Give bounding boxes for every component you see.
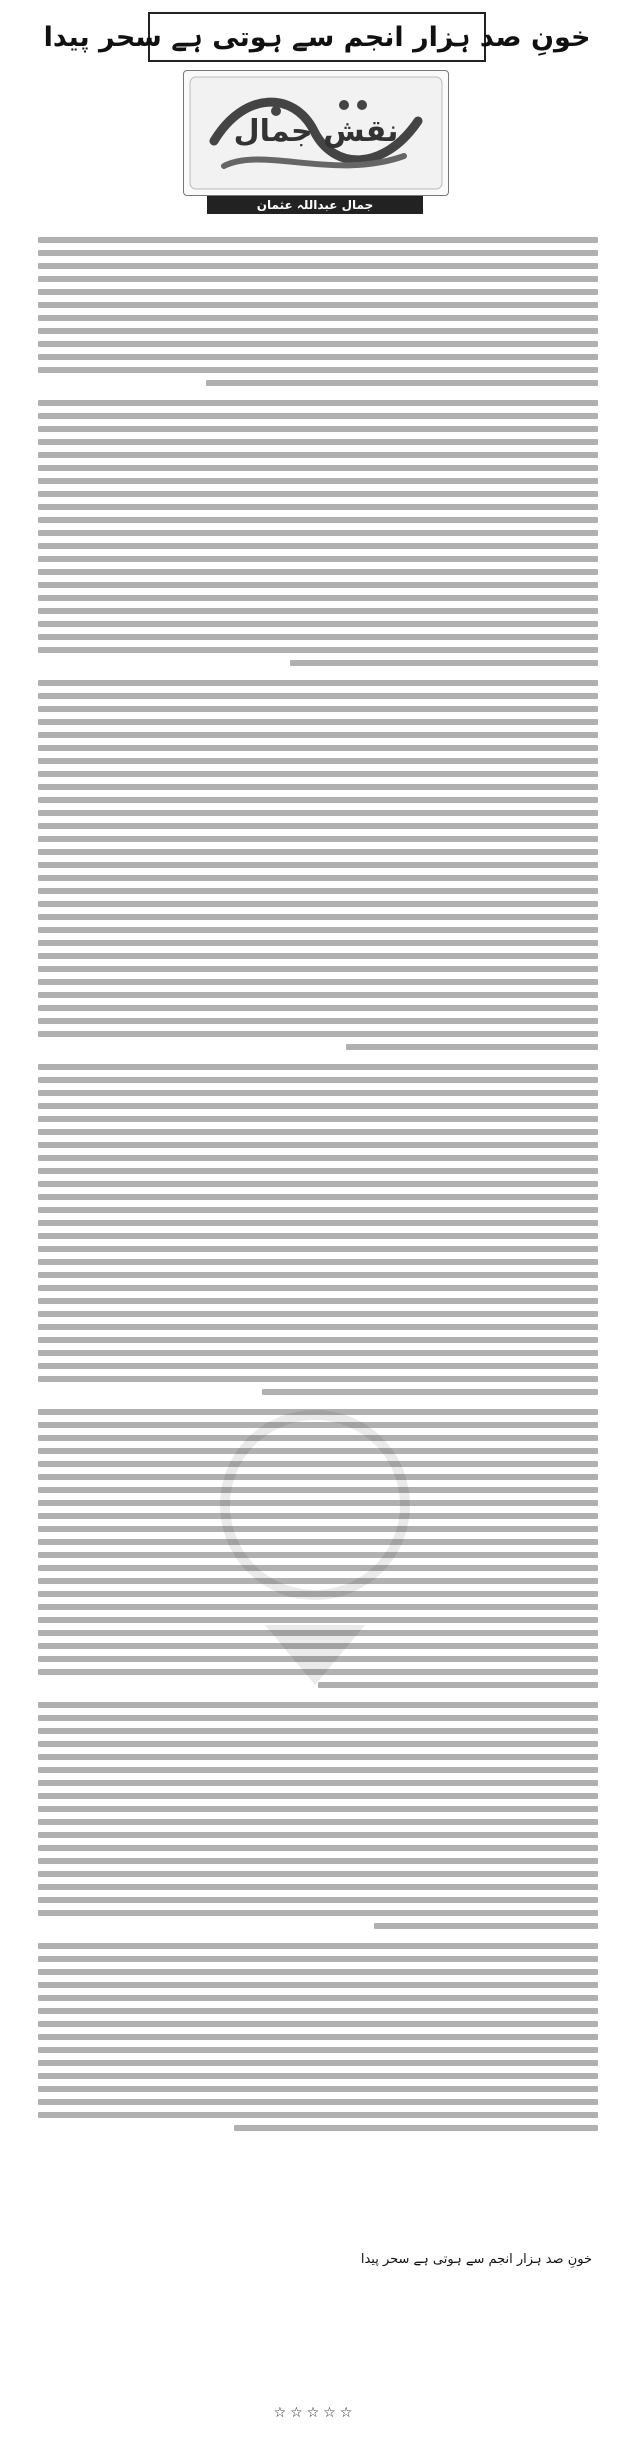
article-body xyxy=(38,230,598,2145)
text-line xyxy=(38,1832,598,1838)
text-line xyxy=(38,1311,598,1317)
text-line xyxy=(38,1669,598,1675)
text-line xyxy=(38,1155,598,1161)
text-line xyxy=(38,413,598,419)
text-line xyxy=(38,1500,598,1506)
text-line xyxy=(38,823,598,829)
text-line xyxy=(38,1168,598,1174)
text-line xyxy=(38,608,598,614)
text-line xyxy=(318,1682,598,1688)
text-line xyxy=(38,452,598,458)
text-line xyxy=(38,1819,598,1825)
text-line xyxy=(38,1298,598,1304)
text-line xyxy=(38,1018,598,1024)
masthead-logo-graphic xyxy=(184,71,448,195)
text-line xyxy=(38,2060,598,2066)
headline-box xyxy=(43,12,591,62)
text-line xyxy=(38,595,598,601)
text-line xyxy=(38,940,598,946)
text-line xyxy=(38,426,598,432)
text-line xyxy=(262,1389,598,1395)
article-paragraph-2 xyxy=(38,400,598,666)
text-line xyxy=(38,582,598,588)
text-line xyxy=(38,1884,598,1890)
text-line xyxy=(38,1858,598,1864)
text-line xyxy=(38,556,598,562)
text-line xyxy=(38,953,598,959)
text-line xyxy=(38,1142,598,1148)
text-line xyxy=(38,2086,598,2092)
text-line xyxy=(38,1220,598,1226)
text-line xyxy=(38,862,598,868)
text-line xyxy=(38,1956,598,1962)
text-line xyxy=(38,647,598,653)
text-line xyxy=(38,2034,598,2040)
text-line xyxy=(38,1539,598,1545)
text-line xyxy=(38,1272,598,1278)
text-line xyxy=(38,315,598,321)
text-line xyxy=(38,2047,598,2053)
text-line xyxy=(38,810,598,816)
text-line xyxy=(38,979,598,985)
text-line xyxy=(38,1630,598,1636)
text-line xyxy=(38,758,598,764)
text-line xyxy=(38,1461,598,1467)
masthead-logo-text: نقش جمال xyxy=(233,114,399,149)
text-line xyxy=(38,1780,598,1786)
article-paragraph-5 xyxy=(38,1409,598,1688)
text-line xyxy=(38,1077,598,1083)
text-line xyxy=(38,1324,598,1330)
text-line xyxy=(38,1617,598,1623)
text-line xyxy=(38,966,598,972)
text-line xyxy=(38,1031,598,1037)
text-line xyxy=(38,1897,598,1903)
text-line xyxy=(38,797,598,803)
text-line xyxy=(38,1656,598,1662)
text-line xyxy=(38,1103,598,1109)
text-line xyxy=(38,400,598,406)
text-line xyxy=(38,1767,598,1773)
text-line xyxy=(38,836,598,842)
text-line xyxy=(38,706,598,712)
text-line xyxy=(38,1728,598,1734)
text-line xyxy=(38,569,598,575)
text-line xyxy=(38,2112,598,2118)
text-line xyxy=(38,1207,598,1213)
text-line xyxy=(38,1995,598,2001)
text-line xyxy=(38,1129,598,1135)
text-line xyxy=(38,2099,598,2105)
article-paragraph-6 xyxy=(38,1702,598,1929)
text-line xyxy=(38,621,598,627)
text-line xyxy=(374,1923,598,1929)
text-line xyxy=(38,634,598,640)
text-line xyxy=(38,1591,598,1597)
text-line xyxy=(38,1969,598,1975)
text-line xyxy=(38,992,598,998)
text-line xyxy=(38,2073,598,2079)
text-line xyxy=(38,1246,598,1252)
text-line xyxy=(38,1793,598,1799)
text-line xyxy=(38,1845,598,1851)
text-line xyxy=(38,745,598,751)
article-paragraph-1 xyxy=(38,237,598,386)
column-masthead xyxy=(183,70,449,196)
text-line xyxy=(38,465,598,471)
text-line xyxy=(38,1194,598,1200)
text-line xyxy=(38,1363,598,1369)
text-line xyxy=(38,517,598,523)
text-line xyxy=(38,367,598,373)
text-line xyxy=(38,1741,598,1747)
text-line xyxy=(38,719,598,725)
text-line xyxy=(206,380,598,386)
text-line xyxy=(38,439,598,445)
text-line xyxy=(38,1474,598,1480)
article-paragraph-3 xyxy=(38,680,598,1050)
text-line xyxy=(38,354,598,360)
text-line xyxy=(38,1982,598,1988)
footer-stars: ☆☆☆☆☆ xyxy=(273,2405,357,2421)
text-line xyxy=(38,543,598,549)
text-line xyxy=(38,328,598,334)
text-line xyxy=(38,302,598,308)
text-line xyxy=(38,784,598,790)
text-line xyxy=(38,1350,598,1356)
byline-text: جمال عبداللہ عثمان xyxy=(256,198,374,212)
text-line xyxy=(38,250,598,256)
byline xyxy=(207,196,423,214)
text-line xyxy=(38,1806,598,1812)
text-line xyxy=(38,1604,598,1610)
text-line xyxy=(38,1552,598,1558)
text-line xyxy=(38,1943,598,1949)
text-line xyxy=(38,875,598,881)
text-line xyxy=(38,1181,598,1187)
text-line xyxy=(38,1448,598,1454)
text-line xyxy=(38,1090,598,1096)
text-line xyxy=(290,660,598,666)
text-line xyxy=(38,1337,598,1343)
text-line xyxy=(38,1910,598,1916)
text-line xyxy=(38,1565,598,1571)
text-line xyxy=(38,1715,598,1721)
text-line xyxy=(38,1526,598,1532)
text-line xyxy=(38,1422,598,1428)
text-line xyxy=(38,276,598,282)
text-line xyxy=(38,1513,598,1519)
text-line xyxy=(38,263,598,269)
text-line xyxy=(234,2125,598,2131)
text-line xyxy=(38,1005,598,1011)
text-line xyxy=(38,1409,598,1415)
text-line xyxy=(38,914,598,920)
text-line xyxy=(38,693,598,699)
text-line xyxy=(38,1233,598,1239)
text-line xyxy=(38,530,598,536)
text-line xyxy=(38,1643,598,1649)
text-line xyxy=(38,680,598,686)
text-line xyxy=(38,491,598,497)
text-line xyxy=(38,341,598,347)
text-line xyxy=(38,1064,598,1070)
text-line xyxy=(38,2021,598,2027)
text-line xyxy=(38,1435,598,1441)
text-line xyxy=(38,1376,598,1382)
text-line xyxy=(38,732,598,738)
text-line xyxy=(38,1578,598,1584)
text-line xyxy=(38,1487,598,1493)
text-line xyxy=(38,901,598,907)
text-line xyxy=(38,504,598,510)
text-line xyxy=(38,1116,598,1122)
article-paragraph-4 xyxy=(38,1064,598,1395)
text-line xyxy=(38,771,598,777)
text-line xyxy=(38,1285,598,1291)
text-line xyxy=(38,1259,598,1265)
closing-line: خونِ صد ہزار انجم سے ہوتی ہے سحر پیدا xyxy=(360,2252,592,2267)
text-line xyxy=(38,1754,598,1760)
text-line xyxy=(38,888,598,894)
article-paragraph-7 xyxy=(38,1943,598,2131)
text-line xyxy=(38,1702,598,1708)
closing-verse xyxy=(292,2250,592,2270)
text-line xyxy=(346,1044,598,1050)
text-line xyxy=(38,289,598,295)
text-line xyxy=(38,237,598,243)
headline: خونِ صد ہزار انجم سے ہوتی ہے سحر پیدا xyxy=(43,21,591,53)
text-line xyxy=(38,927,598,933)
text-line xyxy=(38,2008,598,2014)
text-line xyxy=(38,1871,598,1877)
text-line xyxy=(38,849,598,855)
text-line xyxy=(38,478,598,484)
